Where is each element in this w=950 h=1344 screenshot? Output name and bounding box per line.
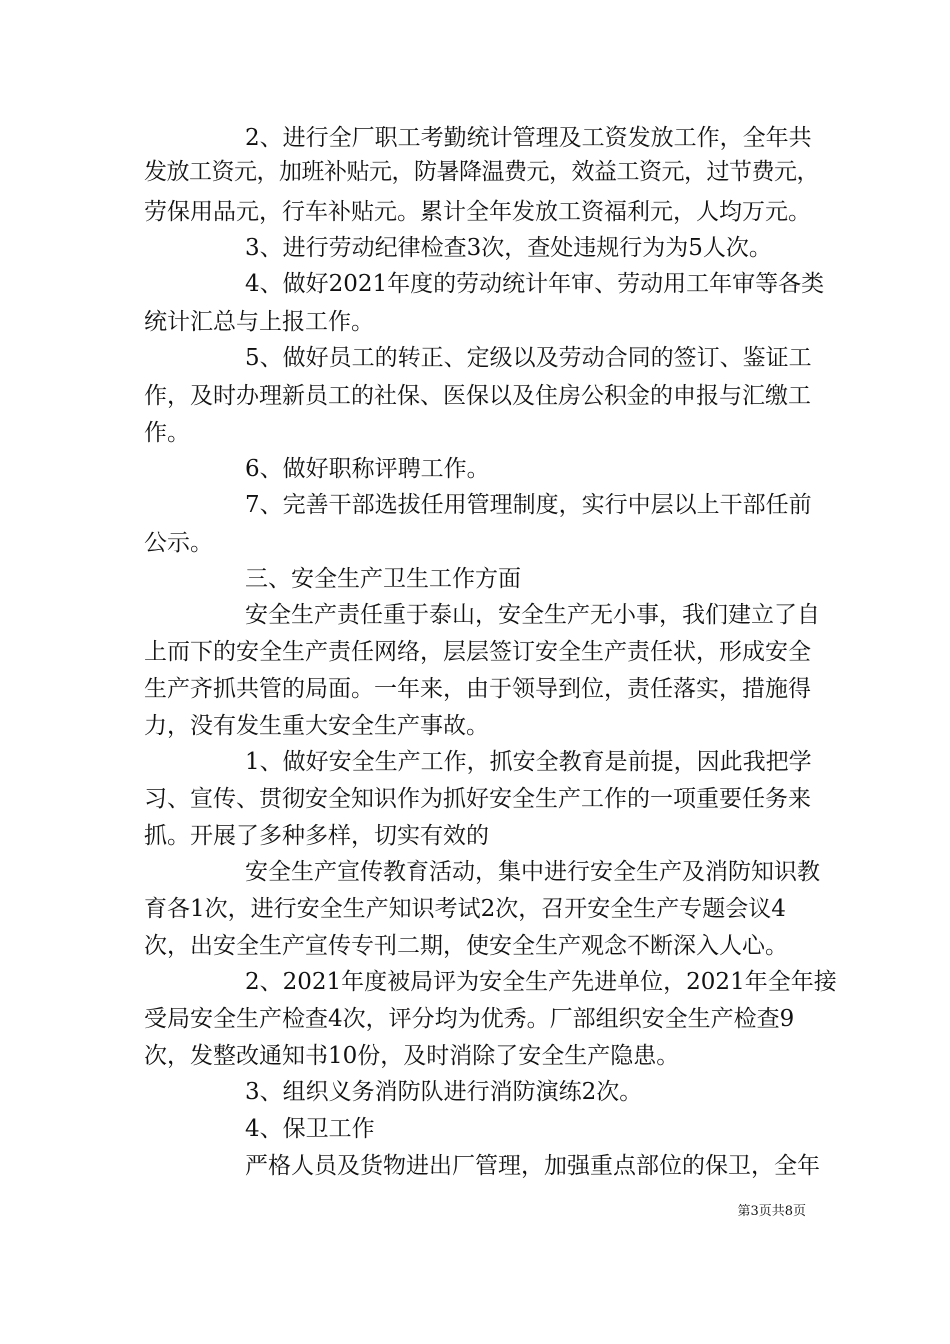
text-line: 6、做好职称评聘工作。 [245,456,490,482]
text-line: 安全生产责任重于泰山，安全生产无小事，我们建立了自 [245,602,820,628]
text-line: 1、做好安全生产工作，抓安全教育是前提，因此我把学 [245,749,812,775]
text-line: 作。 [144,420,190,446]
page-footer: 第3页共8页 [737,1204,806,1219]
text-line: 严格人员及货物进出厂管理，加强重点部位的保卫，全年 [245,1153,820,1179]
text-line: 4、做好2021年度的劳动统计年审、劳动用工年审等各类 [245,271,825,297]
text-line: 7、完善干部选拔任用管理制度，实行中层以上干部任前 [245,492,812,518]
text-line: 作，及时办理新员工的社保、医保以及住房公积金的申报与汇缴工 [144,383,811,409]
text-line: 劳保用品元，行车补贴元。累计全年发放工资福利元，人均万元。 [144,199,811,225]
text-line: 公示。 [144,530,213,556]
text-line: 2、进行全厂职工考勤统计管理及工资发放工作，全年共 [245,125,812,151]
text-line: 统计汇总与上报工作。 [144,309,374,335]
text-line: 3、组织义务消防队进行消防演练2次。 [245,1079,643,1105]
text-line: 次，出安全生产宣传专刊二期，使安全生产观念不断深入人心。 [144,933,788,959]
text-line: 4、保卫工作 [245,1116,375,1142]
text-line: 上而下的安全生产责任网络，层层签订安全生产责任状，形成安全 [144,639,811,665]
text-line: 安全生产宣传教育活动，集中进行安全生产及消防知识教 [245,859,820,885]
text-line: 生产齐抓共管的局面。一年来，由于领导到位，责任落实，措施得 [144,676,811,702]
text-line: 力，没有发生重大安全生产事故。 [144,713,489,739]
text-line: 发放工资元，加班补贴元，防暑降温费元，效益工资元，过节费元， [144,159,819,185]
text-line: 5、做好员工的转正、定级以及劳动合同的签订、鉴证工 [245,345,812,371]
text-line: 抓。开展了多种多样，切实有效的 [144,823,489,849]
text-line: 次，发整改通知书10份，及时消除了安全生产隐患。 [144,1043,680,1069]
text-line: 受局安全生产检查4次，评分均为优秀。厂部组织安全生产检查9 [144,1006,795,1032]
section-heading: 三、安全生产卫生工作方面 [245,566,521,592]
text-line: 3、进行劳动纪律检查3次，查处违规行为为5人次。 [245,235,772,261]
text-line: 2、2021年度被局评为安全生产先进单位，2021年全年接 [245,969,837,995]
text-line: 习、宣传、贯彻安全知识作为抓好安全生产工作的一项重要任务来 [144,786,811,812]
text-line: 育各1次，进行安全生产知识考试2次，召开安全生产专题会议4 [144,896,786,922]
